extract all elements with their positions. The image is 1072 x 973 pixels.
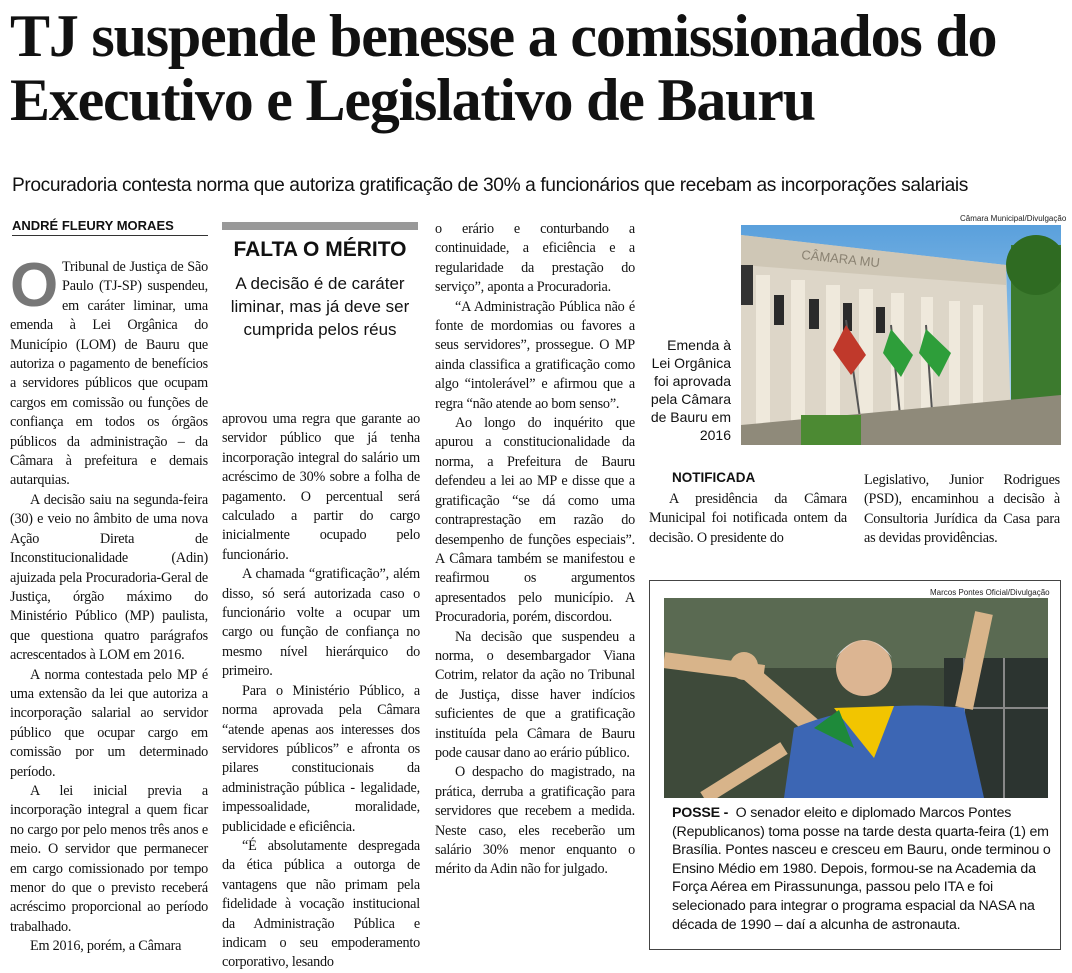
paragraph: A chamada “gratificação”, além disso, só será autorizada caso o funcionário volte a ocupar um cargo ou função de confiança no mesmo nível hierárquico do primeiro.: [222, 566, 420, 680]
paragraph: “É absolutamente despregada da ética pública a outorga de vantagens que não primam pela fidelidade à vocação institucional da Administração Pública e indicam o seu empoderamento corporativo, lesando: [222, 837, 420, 971]
subheadline: Procuradoria contesta norma que autoriza gratificação de 30% a funcionários que recebam as incorporações salariais: [12, 175, 968, 196]
paragraph: o erário e conturbando a continuidade, a eficiência e a regularidade da prestação do serviço”, aponta a Procuradoria.: [435, 221, 635, 296]
paragraph: “A Administração Pública não é fonte de mordomias ou favores a seus servidores”, prossegue. O MP ainda classifica a gratificação como algo “intolerável” e afirmou que a regra “não atende ao bom senso”.: [435, 298, 635, 412]
paragraph: A lei inicial previa a incorporação integral a quem ficar no cargo por pelo menos três anos e meio. O servidor que permanecer em cargo comissionado por tempo menor do que o previsto receberá acréscimo proporcional ao período trabalhado.: [10, 782, 208, 935]
notificada-column-a: [649, 490, 847, 548]
paragraph: A presidência da Câmara Municipal foi notificada ontem da decisão. O presidente do: [649, 491, 847, 546]
article-column-3: [435, 220, 635, 880]
headline: TJ suspende benesse a comissionados do Executivo e Legislativo de Bauru: [10, 3, 997, 133]
photo-caption: [672, 804, 1052, 934]
photo-caption: Emenda à Lei Orgânica foi aprovada pela Câmara de Bauru em 2016: [650, 337, 731, 443]
paragraph: Ao longo do inquérito que apurou a constitucionalidade da norma, a Prefeitura de Bauru defendeu a lei ao MP e disse que a gratificação “se dá como uma contraprestação em razão do desempenho de funções especiais”. A Câmara também se manifestou e reafirmou os argumentos apresentados pelo município. A Procuradoria, porém, discordou.: [435, 415, 635, 626]
paragraph: Legislativo, Junior Rodrigues (PSD), encaminhou a decisão à Consultoria Jurídica da Casa para as devidas providências.: [864, 472, 1060, 547]
byline: ANDRÉ FLEURY MORAES: [12, 218, 208, 236]
facade-lettering: CÂMARA MU: [800, 247, 881, 271]
pull-quote-box: [222, 222, 418, 382]
caption-text: O senador eleito e diplomado Marcos Pontes (Republicanos) toma posse na tarde desta quarta-feira (1) em Brasília. Pontes nasceu e cresceu em Bauru, onde terminou o Ensino Médio em 1980. Depois, formou-se na Academia da Força Aérea em Pirassununga, passou pelo ITA e foi selecionado para integrar o programa espacial da NASA na década de 1990 – daí a alcunha de astronauta.: [672, 805, 1051, 933]
paragraph: Para o Ministério Público, a norma aprovada pela Câmara “atende apenas aos interesses dos servidores públicos” e afronta os pilares constitucionais da administração pública - legalidade, impessoalidade, moralidade, publicidade e eficiência.: [222, 682, 420, 835]
pull-quote-text: A decisão é de caráter liminar, mas já deve ser cumprida pelos réus: [230, 274, 410, 339]
lead-paragraph: O Tribunal de Justiça de São Paulo (TJ-SP) suspendeu, em caráter liminar, uma emenda à Lei Orgânica do Município (LOM) de Bauru que autoriza o pagamento de benefícios a servidores públicos que ocupam cargos em comissão ou funções de confiança em todos os órgãos públicos da administração – da Câmara à prefeitura e demais autarquias.: [10, 251, 208, 489]
paragraph: O despacho do magistrado, na prática, derruba a gratificação para servidores que recebem a medida. Neste caso, eles receberão um salário 30% menor enquanto o mérito da Adin não for julgado.: [435, 764, 635, 878]
notificada-column-b: [864, 471, 1060, 549]
pull-quote-title: FALTA O MÉRITO: [233, 238, 407, 261]
paragraph: Na decisão que suspendeu a norma, o desembargador Viana Cotrim, relator da ação no Tribunal de Justiça, disse haver indícios suficientes de que a gratificação instituída pela Câmara de Bauru pode causar dano ao erário público.: [435, 628, 635, 761]
paragraph: A norma contestada pelo MP é uma extensão da lei que autoriza a incorporação salarial ao servidor público que ocupar cargo em comissão por um determinado período.: [10, 666, 208, 780]
pull-quote-bar: [222, 222, 418, 230]
article-column-2: [222, 410, 420, 973]
paragraph: aprovou uma regra que garante ao servidor público que já tenha incorporação integral do salário um acréscimo de 30% sobre a folha de pagamento. O percentual será calculado a partir do cargo inicialmente ocupado pelo funcionário.: [222, 411, 420, 563]
article-column-1: [10, 251, 208, 957]
caption-label: POSSE -: [672, 805, 729, 821]
paragraph: A decisão saiu na segunda-feira (30) e veio no âmbito de uma nova Ação Direta de Inconstitucionalidade (Adin) ajuizada pela Procuradoria-Geral de Justiça, órgão máximo do Ministério Público (MP) paulista, que questiona quatro parágrafos acrescentados à LOM em 2016.: [10, 491, 208, 664]
section-heading: NOTIFICADA: [672, 470, 756, 485]
photo-credit: Câmara Municipal/Divulgação: [960, 214, 1067, 223]
paragraph: Em 2016, porém, a Câmara: [30, 938, 182, 955]
dropcap: O: [10, 251, 59, 320]
photo-credit: Marcos Pontes Oficial/Divulgação: [930, 588, 1050, 597]
marcos-pontes-photo: [664, 598, 1048, 798]
camara-building-photo: [741, 225, 1061, 445]
